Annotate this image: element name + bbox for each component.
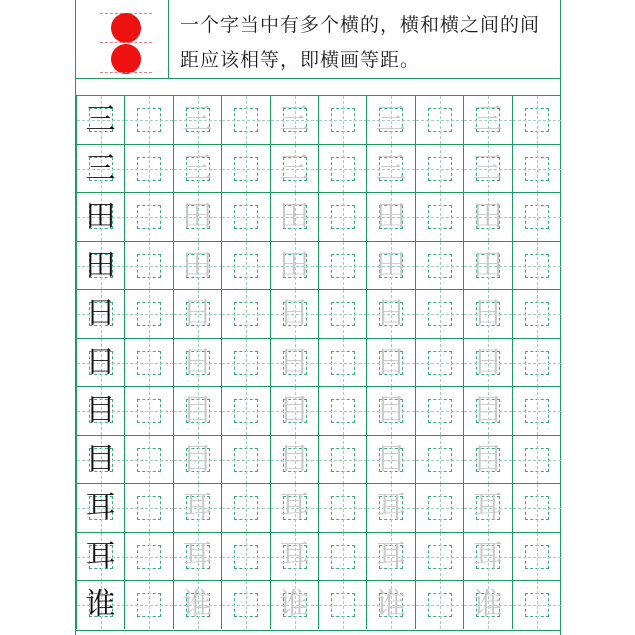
model-character: 田 (85, 199, 116, 234)
horizontal-guide (416, 217, 464, 218)
horizontal-guide (513, 169, 561, 170)
header-bottom-border (76, 78, 560, 79)
trace-cell (463, 193, 511, 241)
model-cell (76, 242, 124, 290)
trace-character: 耳 (472, 490, 503, 525)
blank-practice-cell (124, 339, 172, 387)
trace-character: 耳 (472, 538, 503, 574)
blank-practice-cell (415, 533, 463, 581)
trace-character: 田 (182, 199, 213, 234)
horizontal-guide (416, 508, 464, 509)
trace-cell (173, 96, 221, 144)
trace-character: 目 (182, 441, 213, 477)
horizontal-guide (222, 508, 270, 509)
horizontal-guide (416, 314, 464, 315)
trace-cell (366, 436, 414, 484)
blank-practice-cell (512, 484, 560, 532)
blank-practice-cell (512, 145, 560, 193)
trace-cell (270, 533, 318, 581)
blank-practice-cell (512, 581, 560, 629)
horizontal-guide (125, 557, 173, 558)
trace-character: 谁 (472, 587, 503, 622)
blank-practice-cell (318, 339, 366, 387)
blank-practice-cell (221, 242, 269, 290)
grid-bottom-border (76, 630, 560, 631)
horizontal-guide (319, 460, 367, 461)
trace-cell (173, 387, 221, 435)
blank-practice-cell (221, 484, 269, 532)
trace-character: 田 (375, 199, 406, 234)
horizontal-guide (513, 557, 561, 558)
horizontal-guide (319, 169, 367, 170)
blank-practice-cell (318, 290, 366, 338)
horizontal-guide (319, 314, 367, 315)
blank-practice-cell (318, 193, 366, 241)
trace-character: 日 (472, 344, 503, 380)
horizontal-guide (125, 314, 173, 315)
trace-cell (173, 290, 221, 338)
horizontal-guide (319, 411, 367, 412)
trace-cell (366, 533, 414, 581)
model-cell (76, 436, 124, 484)
trace-character: 日 (182, 296, 213, 331)
trace-character: 日 (279, 344, 310, 380)
horizontal-guide (319, 217, 367, 218)
blank-practice-cell (318, 242, 366, 290)
blank-practice-cell (318, 96, 366, 144)
blank-practice-cell (318, 387, 366, 435)
trace-cell (463, 96, 511, 144)
horizontal-guide (222, 314, 270, 315)
trace-character: 目 (375, 393, 406, 428)
trace-character: 三 (375, 150, 406, 186)
blank-practice-cell (415, 436, 463, 484)
trace-cell (463, 436, 511, 484)
trace-character: 三 (279, 102, 310, 137)
trace-character: 日 (182, 344, 213, 380)
horizontal-guide (125, 411, 173, 412)
horizontal-guide (125, 508, 173, 509)
blank-practice-cell (124, 436, 172, 484)
trace-character: 耳 (182, 490, 213, 525)
trace-cell (173, 533, 221, 581)
model-character: 三 (85, 150, 116, 186)
horizontal-guide (513, 217, 561, 218)
blank-practice-cell (124, 533, 172, 581)
trace-cell (270, 484, 318, 532)
instruction-note: 一个字当中有多个横的，横和横之间的间距应该相等，即横画等距。 (180, 14, 541, 71)
blank-practice-cell (124, 96, 172, 144)
horizontal-guide (513, 363, 561, 364)
blank-practice-cell (124, 290, 172, 338)
model-cell (76, 145, 124, 193)
dot-guide-line (100, 42, 152, 43)
trace-cell (270, 339, 318, 387)
horizontal-guide (222, 217, 270, 218)
trace-cell (366, 242, 414, 290)
horizontal-guide (222, 363, 270, 364)
trace-character: 三 (182, 102, 213, 137)
horizontal-guide (416, 120, 464, 121)
trace-character: 耳 (182, 538, 213, 574)
blank-practice-cell (221, 339, 269, 387)
trace-cell (463, 145, 511, 193)
trace-character: 目 (279, 393, 310, 428)
blank-practice-cell (221, 387, 269, 435)
trace-cell (463, 387, 511, 435)
trace-character: 田 (472, 199, 503, 234)
horizontal-guide (222, 169, 270, 170)
trace-cell (463, 242, 511, 290)
trace-cell (173, 436, 221, 484)
horizontal-guide (513, 605, 561, 606)
blank-practice-cell (124, 145, 172, 193)
blank-practice-cell (318, 484, 366, 532)
horizontal-guide (319, 605, 367, 606)
horizontal-guide (319, 120, 367, 121)
trace-cell (366, 339, 414, 387)
horizontal-guide (416, 460, 464, 461)
model-cell (76, 484, 124, 532)
horizontal-guide (513, 508, 561, 509)
trace-cell (463, 533, 511, 581)
trace-character: 三 (375, 102, 406, 137)
blank-practice-cell (415, 484, 463, 532)
trace-character: 目 (182, 393, 213, 428)
trace-character: 田 (279, 247, 310, 283)
blank-practice-cell (221, 290, 269, 338)
horizontal-guide (125, 266, 173, 267)
blank-practice-cell (221, 96, 269, 144)
blank-practice-cell (512, 290, 560, 338)
blank-practice-cell (221, 145, 269, 193)
horizontal-guide (513, 314, 561, 315)
blank-practice-cell (512, 533, 560, 581)
trace-cell (173, 339, 221, 387)
model-character: 谁 (85, 587, 116, 622)
blank-practice-cell (318, 581, 366, 629)
horizontal-guide (416, 557, 464, 558)
trace-cell (270, 242, 318, 290)
model-character: 耳 (85, 538, 116, 574)
model-cell (76, 533, 124, 581)
blank-practice-cell (221, 581, 269, 629)
trace-cell (270, 290, 318, 338)
trace-cell (366, 193, 414, 241)
trace-character: 目 (472, 441, 503, 477)
blank-practice-cell (415, 581, 463, 629)
horizontal-guide (513, 120, 561, 121)
trace-character: 耳 (279, 490, 310, 525)
trace-cell (463, 290, 511, 338)
trace-character: 目 (472, 393, 503, 428)
trace-character: 三 (182, 150, 213, 186)
horizontal-guide (416, 605, 464, 606)
horizontal-guide (222, 557, 270, 558)
trace-cell (270, 145, 318, 193)
trace-character: 田 (182, 247, 213, 283)
model-cell (76, 339, 124, 387)
trace-cell (366, 581, 414, 629)
page-right-border (560, 0, 561, 635)
trace-cell (173, 581, 221, 629)
model-cell (76, 96, 124, 144)
horizontal-guide (125, 363, 173, 364)
trace-cell (270, 387, 318, 435)
trace-character: 田 (375, 247, 406, 283)
model-character: 日 (85, 296, 116, 331)
dot-guide-line (100, 72, 152, 73)
trace-character: 耳 (375, 490, 406, 525)
trace-cell (463, 581, 511, 629)
blank-practice-cell (124, 387, 172, 435)
trace-character: 三 (472, 150, 503, 186)
trace-cell (366, 290, 414, 338)
horizontal-guide (513, 460, 561, 461)
blank-practice-cell (124, 581, 172, 629)
trace-character: 田 (472, 247, 503, 283)
horizontal-guide (319, 363, 367, 364)
trace-character: 日 (375, 344, 406, 380)
model-cell (76, 581, 124, 629)
blank-practice-cell (318, 533, 366, 581)
blank-practice-cell (221, 436, 269, 484)
horizontal-guide (416, 169, 464, 170)
model-cell (76, 193, 124, 241)
horizontal-guide (125, 605, 173, 606)
model-character: 目 (85, 393, 116, 428)
trace-character: 目 (279, 441, 310, 477)
trace-character: 田 (279, 199, 310, 234)
horizontal-guide (125, 217, 173, 218)
horizontal-guide (125, 169, 173, 170)
horizontal-guide (319, 266, 367, 267)
trace-cell (366, 387, 414, 435)
horizontal-guide (513, 411, 561, 412)
model-cell (76, 387, 124, 435)
trace-cell (270, 436, 318, 484)
trace-character: 谁 (182, 587, 213, 622)
blank-practice-cell (415, 96, 463, 144)
horizontal-guide (319, 508, 367, 509)
model-character: 田 (85, 247, 116, 283)
horizontal-guide (513, 266, 561, 267)
trace-cell (366, 145, 414, 193)
blank-practice-cell (415, 290, 463, 338)
trace-character: 日 (279, 296, 310, 331)
blank-practice-cell (512, 193, 560, 241)
horizontal-guide (222, 266, 270, 267)
red-dot-icon (111, 13, 141, 43)
trace-cell (173, 193, 221, 241)
trace-cell (463, 339, 511, 387)
trace-cell (463, 484, 511, 532)
blank-practice-cell (124, 484, 172, 532)
trace-character: 日 (472, 296, 503, 331)
blank-practice-cell (318, 145, 366, 193)
trace-cell (173, 242, 221, 290)
blank-practice-cell (124, 242, 172, 290)
blank-practice-cell (221, 193, 269, 241)
trace-cell (366, 484, 414, 532)
blank-practice-cell (318, 436, 366, 484)
horizontal-guide (125, 120, 173, 121)
trace-character: 耳 (279, 538, 310, 574)
blank-practice-cell (512, 96, 560, 144)
trace-cell (270, 581, 318, 629)
blank-practice-cell (512, 339, 560, 387)
trace-character: 谁 (375, 587, 406, 622)
model-character: 目 (85, 441, 116, 477)
blank-practice-cell (415, 193, 463, 241)
horizontal-guide (319, 557, 367, 558)
trace-cell (173, 145, 221, 193)
trace-character: 耳 (375, 538, 406, 574)
blank-practice-cell (512, 436, 560, 484)
blank-practice-cell (512, 242, 560, 290)
trace-cell (270, 96, 318, 144)
trace-cell (366, 96, 414, 144)
horizontal-guide (416, 363, 464, 364)
horizontal-guide (222, 460, 270, 461)
horizontal-guide (222, 605, 270, 606)
trace-cell (270, 193, 318, 241)
blank-practice-cell (415, 145, 463, 193)
blank-practice-cell (415, 242, 463, 290)
trace-character: 谁 (279, 587, 310, 622)
trace-character: 日 (375, 296, 406, 331)
model-character: 日 (85, 344, 116, 380)
horizontal-guide (416, 411, 464, 412)
trace-character: 目 (375, 441, 406, 477)
trace-cell (173, 484, 221, 532)
blank-practice-cell (415, 387, 463, 435)
horizontal-guide (222, 411, 270, 412)
horizontal-guide (416, 266, 464, 267)
red-dot-icon (111, 44, 141, 74)
model-cell (76, 290, 124, 338)
blank-practice-cell (512, 387, 560, 435)
header-divider (168, 0, 169, 78)
blank-practice-cell (124, 193, 172, 241)
horizontal-guide (125, 460, 173, 461)
blank-practice-cell (221, 533, 269, 581)
trace-character: 三 (279, 150, 310, 186)
trace-character: 三 (472, 102, 503, 137)
horizontal-guide (222, 120, 270, 121)
model-character: 三 (85, 102, 116, 137)
blank-practice-cell (415, 339, 463, 387)
model-character: 耳 (85, 490, 116, 525)
